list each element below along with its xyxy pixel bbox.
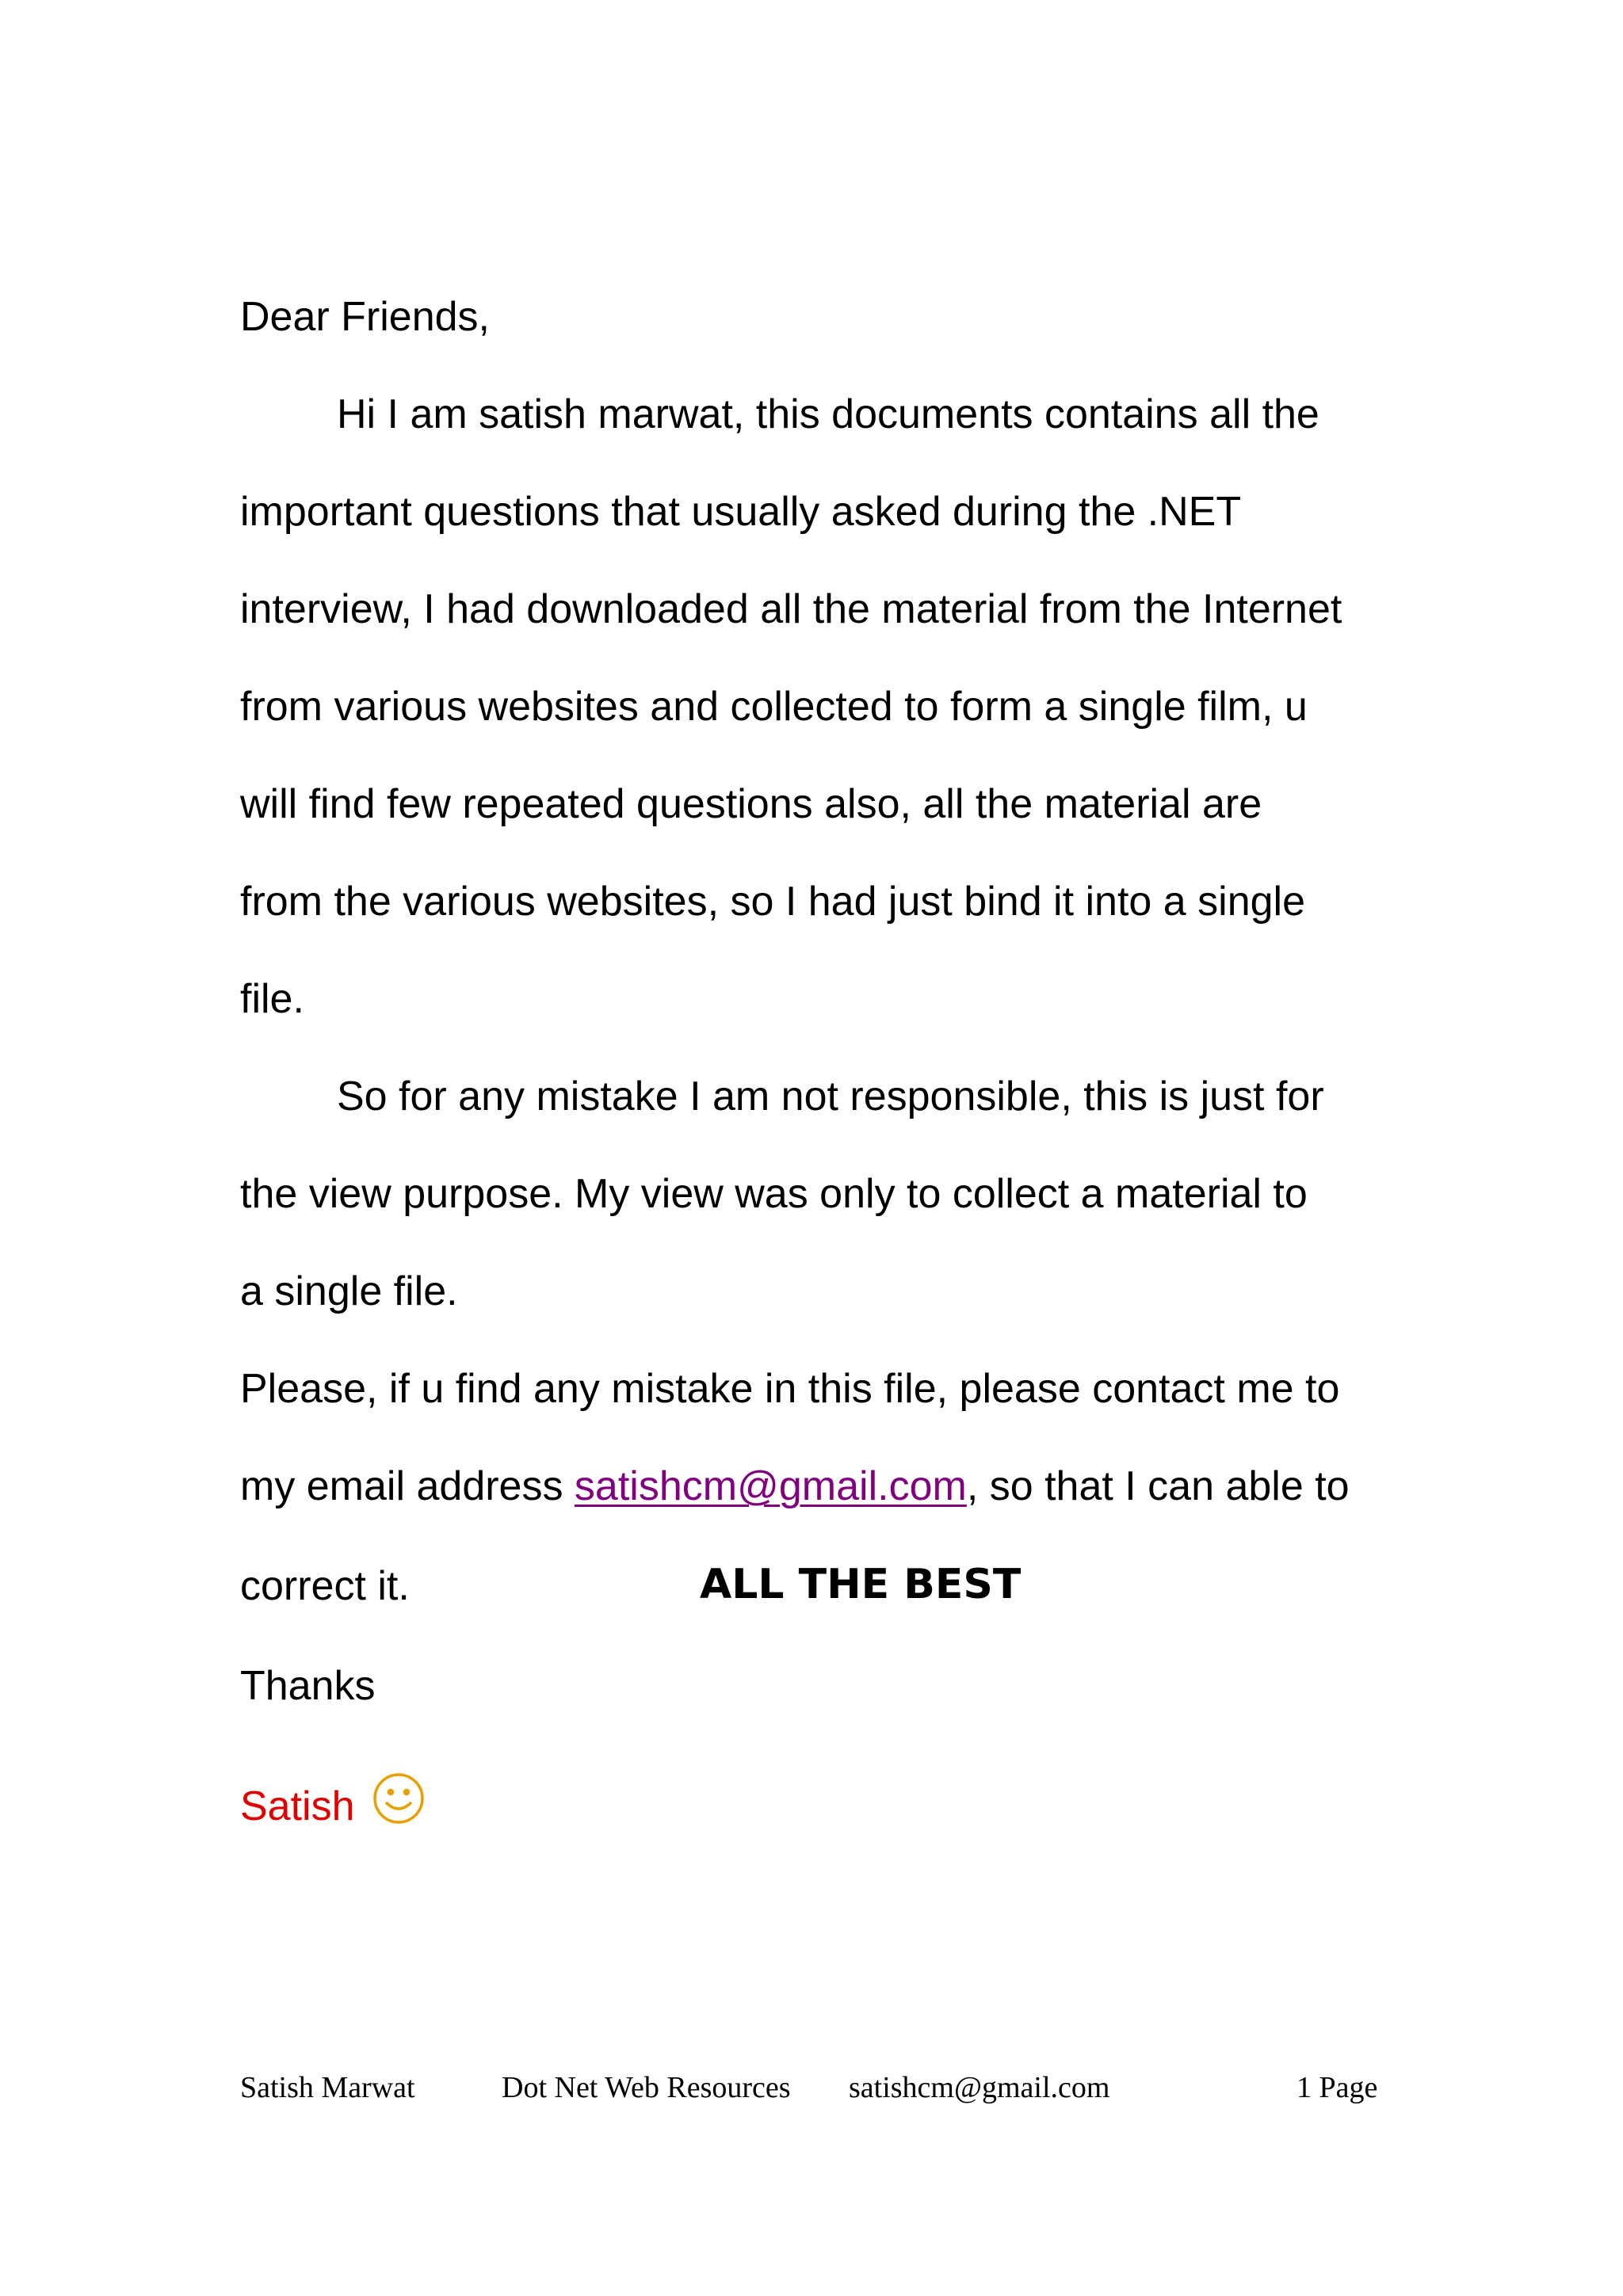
paragraph1-line1: Hi I am satish marwat, this documents contains all the — [337, 391, 1319, 437]
paragraph1-line6: from the various websites, so I had just bind it into a single — [240, 879, 1306, 925]
paragraph3-line3: correct it. — [240, 1563, 410, 1609]
footer-title: Dot Net Web Resources — [502, 2071, 791, 2104]
paragraph2-line2: the view purpose. My view was only to collect a material to — [240, 1171, 1308, 1217]
paragraph3-line1: Please, if u find any mistake in this file, please contact me to — [240, 1366, 1340, 1412]
email-suffix-text: , so that I can able to — [966, 1463, 1350, 1509]
paragraph2-line1: So for any mistake I am not responsible, this is just for — [337, 1074, 1324, 1119]
paragraph2-line3: a single file. — [240, 1268, 458, 1314]
signature-name: Satish — [240, 1783, 355, 1829]
email-prefix-text: my email address — [240, 1463, 575, 1509]
greeting: Dear Friends, — [240, 294, 490, 340]
paragraph1-line4: from various websites and collected to form a single film, u — [240, 684, 1308, 730]
paragraph1-line3: interview, I had downloaded all the material from the Internet — [240, 586, 1342, 632]
paragraph1-line7: file. — [240, 976, 304, 1022]
smiley-face-icon — [371, 1771, 426, 1826]
footer-author: Satish Marwat — [240, 2071, 415, 2104]
thanks-text: Thanks — [240, 1663, 376, 1709]
footer-page-number: 1 Page — [1296, 2071, 1378, 2104]
all-the-best-heading: ALL THE BEST — [700, 1561, 1022, 1608]
paragraph3-line2 — [240, 1463, 1350, 1510]
footer-email: satishcm@gmail.com — [849, 2071, 1110, 2104]
paragraph1-line5: will find few repeated questions also, all the material are — [240, 781, 1262, 827]
paragraph1-line2: important questions that usually asked during the .NET — [240, 489, 1242, 535]
email-link[interactable]: satishcm@gmail.com — [574, 1463, 967, 1509]
